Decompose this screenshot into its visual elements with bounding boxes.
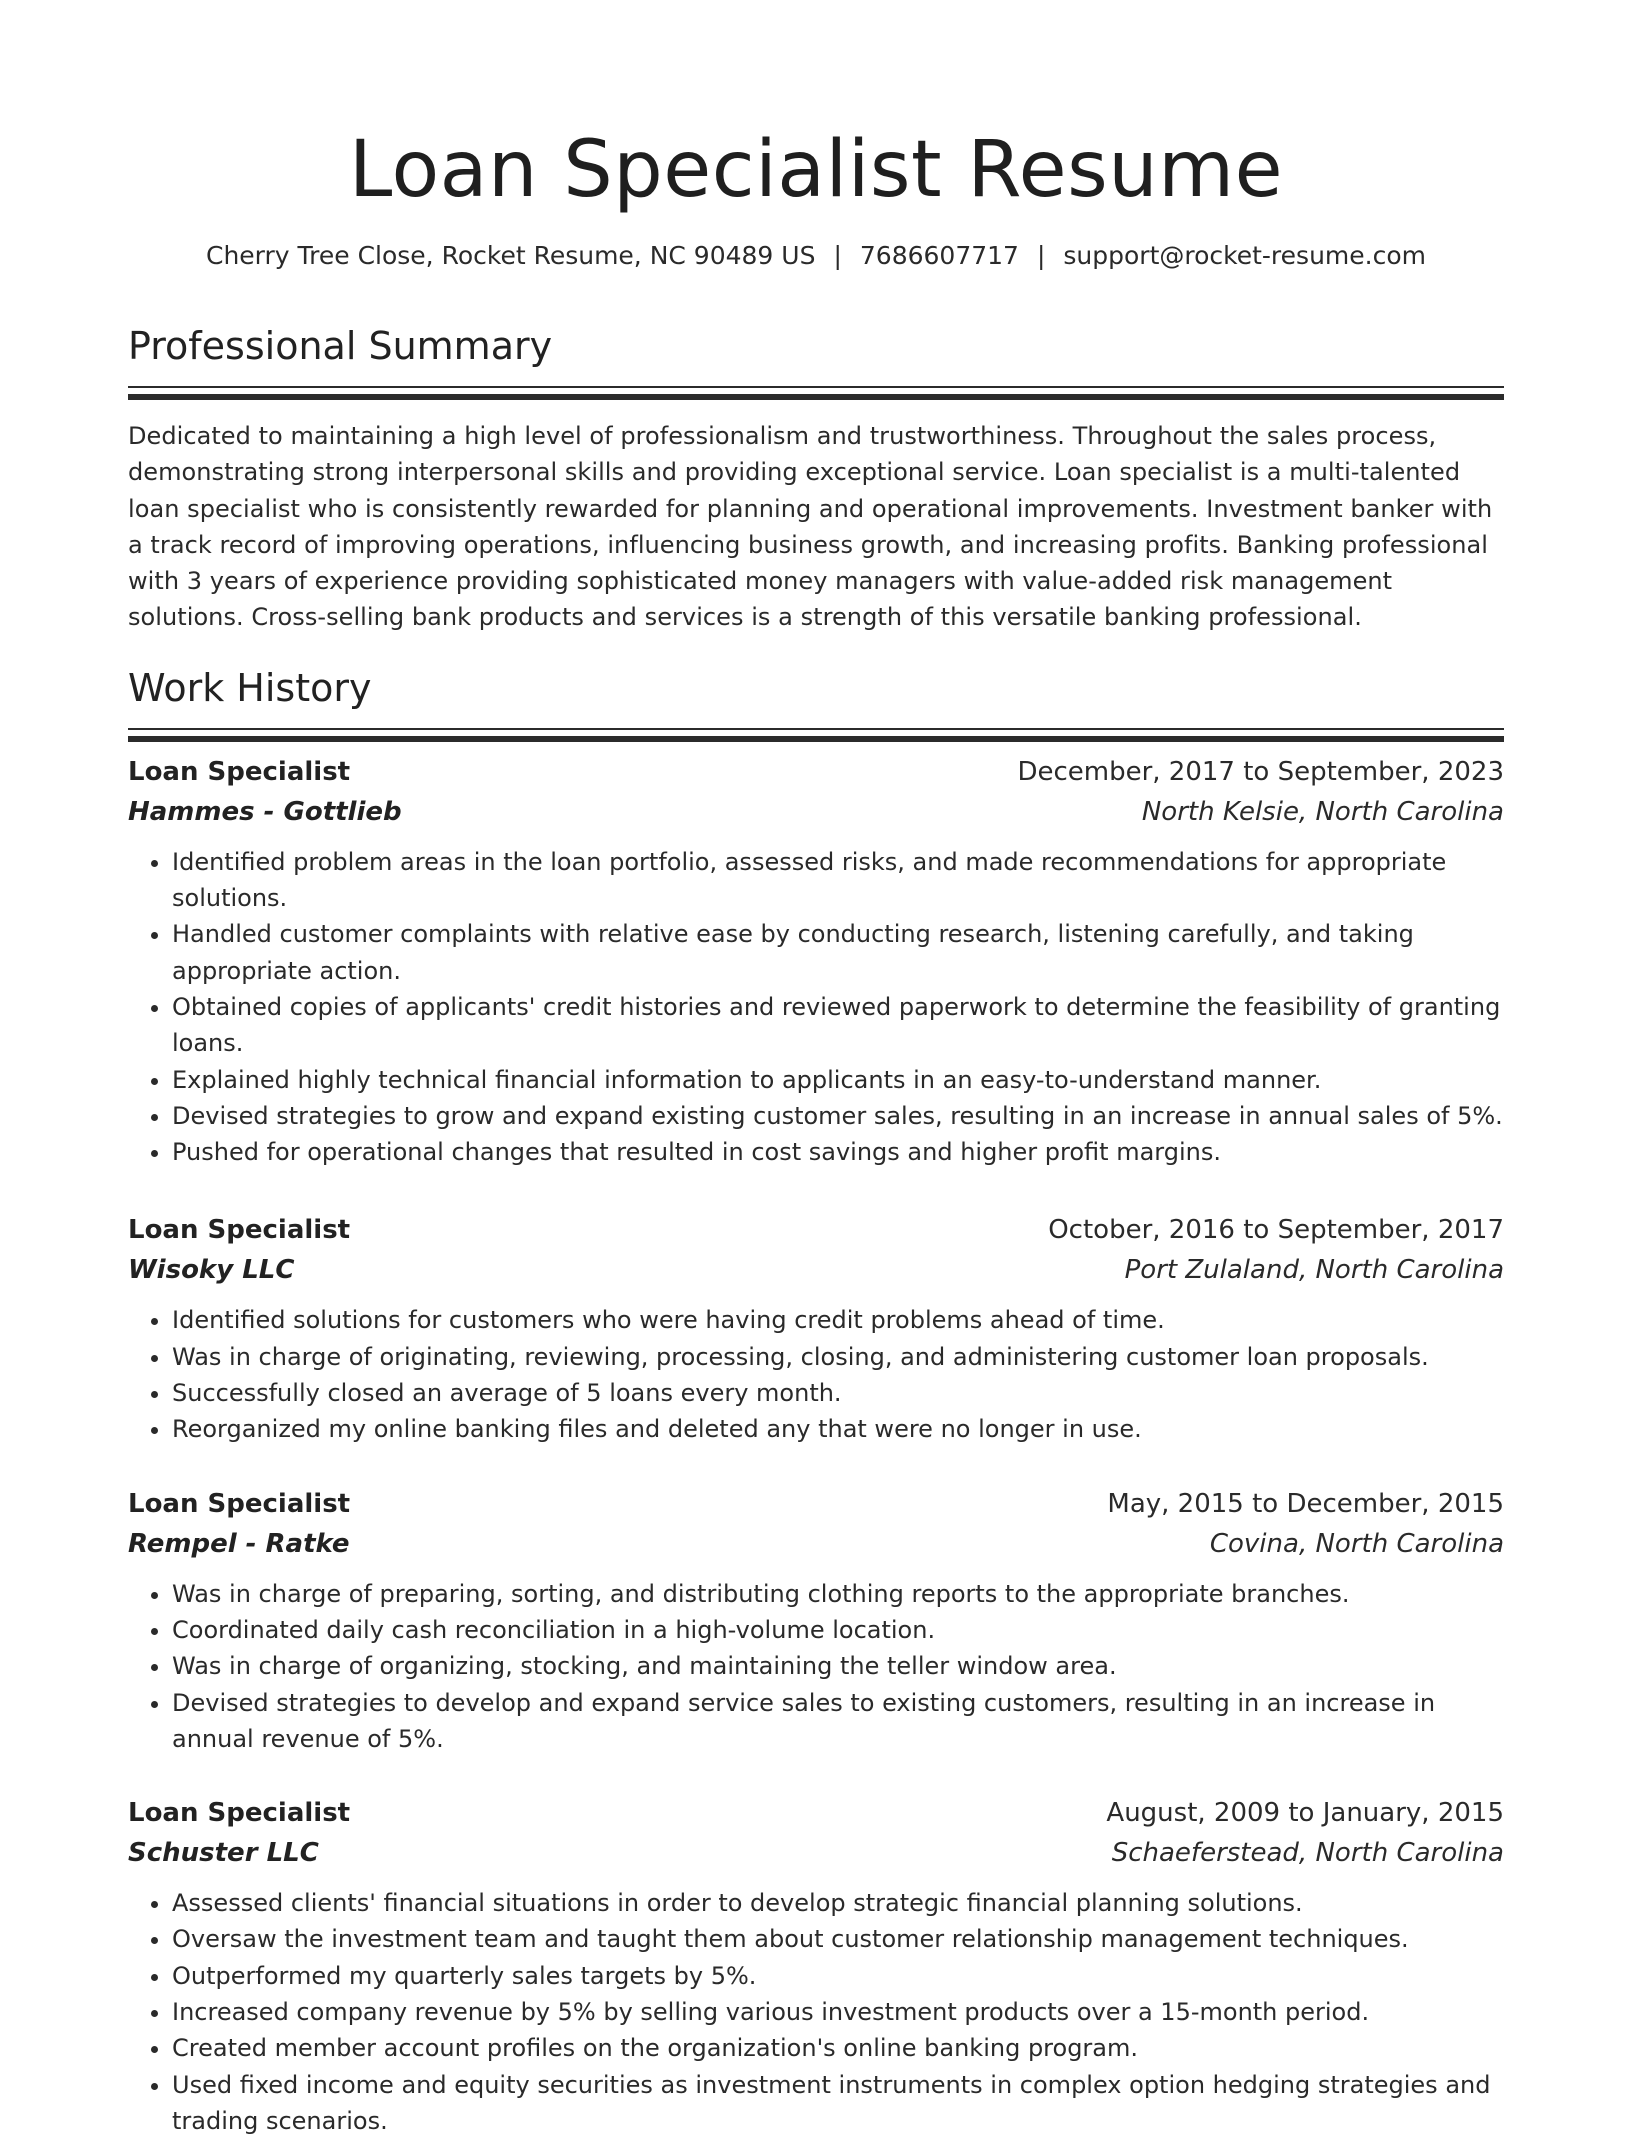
job-bullets bbox=[128, 844, 1504, 1171]
job-dates: October, 2016 to September, 2017 bbox=[1048, 1215, 1504, 1246]
job-entry bbox=[128, 752, 1504, 1171]
job-bullet: • Was in charge of organizing, stocking, and maintaining the teller window area. bbox=[172, 1648, 1504, 1684]
contact-separator: | bbox=[1036, 241, 1046, 270]
job-bullet: • Was in charge of preparing, sorting, and distributing clothing reports to the appropriate branches. bbox=[172, 1576, 1504, 1612]
job-bullet: • Coordinated daily cash reconciliation in a high-volume location. bbox=[172, 1612, 1504, 1648]
job-dates: May, 2015 to December, 2015 bbox=[1107, 1488, 1504, 1519]
section-title-summary: Professional Summary bbox=[128, 324, 553, 368]
job-bullet: • Devised strategies to grow and expand existing customer sales, resulting in an increase in annual sales of 5%. bbox=[172, 1098, 1504, 1134]
contact-address: Cherry Tree Close, Rocket Resume, NC 90489 US bbox=[206, 241, 816, 270]
job-bullet: • Created member account profiles on the organization's online banking program. bbox=[172, 2030, 1504, 2066]
job-bullet: • Devised strategies to develop and expand service sales to existing customers, resulting in an increase in annual revenue of 5%. bbox=[172, 1685, 1504, 1758]
job-bullet: • Successfully closed an average of 5 loans every month. bbox=[172, 1375, 1504, 1411]
contact-separator: | bbox=[833, 241, 842, 270]
job-bullet: • Was in charge of originating, reviewing, processing, closing, and administering customer loan proposals. bbox=[172, 1339, 1504, 1375]
job-title: Loan Specialist bbox=[128, 1215, 351, 1246]
job-company: Hammes - Gottlieb bbox=[128, 796, 402, 827]
page-title: Loan Specialist Resume bbox=[348, 125, 1284, 215]
job-bullet: • Identified problem areas in the loan portfolio, assessed risks, and made recommendations for appropriate solutions. bbox=[172, 844, 1504, 917]
job-list bbox=[128, 752, 1504, 2139]
job-company: Wisoky LLC bbox=[128, 1255, 295, 1286]
job-entry bbox=[128, 1484, 1504, 1757]
job-dates: December, 2017 to September, 2023 bbox=[1017, 756, 1504, 787]
job-title: Loan Specialist bbox=[128, 1798, 351, 1829]
job-location: Schaeferstead, North Carolina bbox=[1111, 1838, 1504, 1869]
job-bullets bbox=[128, 1302, 1504, 1447]
job-location: Covina, North Carolina bbox=[1209, 1528, 1504, 1559]
job-bullet: • Pushed for operational changes that resulted in cost savings and higher profit margins. bbox=[172, 1134, 1504, 1170]
job-title: Loan Specialist bbox=[128, 1488, 351, 1519]
job-header-row bbox=[128, 1484, 1504, 1524]
job-title: Loan Specialist bbox=[128, 756, 351, 787]
job-entry bbox=[128, 1793, 1504, 2139]
contact-phone: 7686607717 bbox=[859, 241, 1019, 270]
job-bullet: • Identified solutions for customers who were having credit problems ahead of time. bbox=[172, 1302, 1504, 1338]
job-header-row bbox=[128, 752, 1504, 792]
summary-section bbox=[128, 322, 1504, 636]
job-location: North Kelsie, North Carolina bbox=[1141, 796, 1504, 827]
contact-email: support@rocket-resume.com bbox=[1063, 241, 1426, 270]
job-bullet: • Reorganized my online banking files and deleted any that were no longer in use. bbox=[172, 1411, 1504, 1447]
job-bullet: • Obtained copies of applicants' credit histories and reviewed paperwork to determine the feasibility of granting loans. bbox=[172, 989, 1504, 1062]
job-bullet: • Increased company revenue by 5% by selling various investment products over a 15-month period. bbox=[172, 1994, 1504, 2030]
work-history-section bbox=[128, 664, 1504, 2139]
job-entry bbox=[128, 1210, 1504, 1447]
job-bullet: • Explained highly technical financial information to applicants in an easy-to-understand manner. bbox=[172, 1062, 1504, 1098]
job-company-row bbox=[128, 1524, 1504, 1564]
job-company-row bbox=[128, 1833, 1504, 1873]
section-divider bbox=[128, 728, 1504, 742]
job-dates: August, 2009 to January, 2015 bbox=[1106, 1798, 1504, 1829]
section-title-work-history: Work History bbox=[128, 665, 372, 710]
contact-line bbox=[128, 238, 1504, 274]
job-company: Rempel - Ratke bbox=[128, 1528, 350, 1559]
job-bullet: • Handled customer complaints with relative ease by conducting research, listening carefully, and taking appropriate action. bbox=[172, 916, 1504, 989]
job-company: Schuster LLC bbox=[128, 1838, 319, 1869]
job-bullet: • Assessed clients' financial situations in order to develop strategic financial planning solutions. bbox=[172, 1885, 1504, 1921]
job-bullet: • Outperformed my quarterly sales targets by 5%. bbox=[172, 1958, 1504, 1994]
job-bullets bbox=[128, 1885, 1504, 2139]
section-divider bbox=[128, 386, 1504, 400]
job-bullet: • Used fixed income and equity securities as investment instruments in complex option hedging strategies and trading scenarios. bbox=[172, 2067, 1504, 2139]
job-header-row bbox=[128, 1793, 1504, 1833]
summary-text: Dedicated to maintaining a high level of professionalism and trustworthiness. Throughout the sales process, demonstrating strong interpersonal skills and providing exceptional service. Loan specialist is a multi-talented loan specialist who is consistently rewarded for planning and operational improvements. Investment banker with a track record of improving operations, influencing business growth, and increasing profits. Banking professional with 3 years of experience providing sophisticated money managers with value-added risk management solutions. Cross-selling bank products and services is a strength of this versatile banking professional. bbox=[128, 422, 1493, 632]
job-bullets bbox=[128, 1576, 1504, 1757]
job-header-row bbox=[128, 1210, 1504, 1250]
job-company-row bbox=[128, 1250, 1504, 1290]
job-company-row bbox=[128, 792, 1504, 832]
job-location: Port Zulaland, North Carolina bbox=[1124, 1255, 1504, 1286]
job-bullet: • Oversaw the investment team and taught them about customer relationship management techniques. bbox=[172, 1921, 1504, 1957]
